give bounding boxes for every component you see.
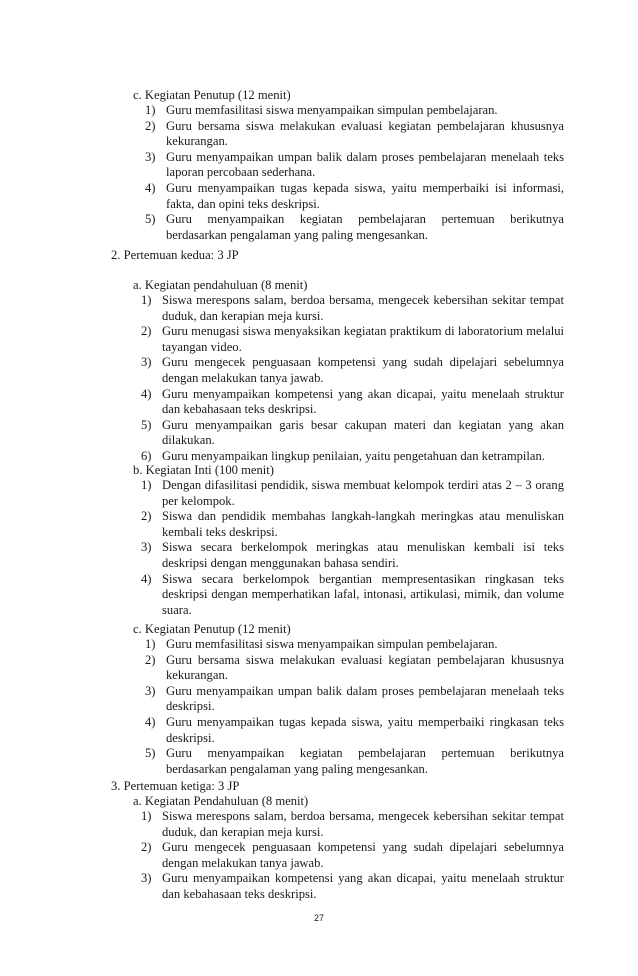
item-text: Guru menyampaikan umpan balik dalam proses pembelajaran menelaah teks laporan percobaan sederhana.: [166, 149, 564, 180]
list-item: [145, 683, 564, 715]
item-number: 1): [141, 293, 152, 307]
page-number: 27: [313, 913, 324, 923]
item-number: 4): [141, 571, 152, 586]
item-text: Guru memfasilitasi siswa menyampaikan simpulan pembelajaran.: [166, 103, 498, 117]
item-text: Guru menyampaikan umpan balik dalam proses pembelajaran menelaah teks deskripsi.: [166, 683, 564, 714]
item-text: Guru menyampaikan tugas kepada siswa, yaitu memperbaiki ringkasan teks deskripsi.: [166, 714, 564, 745]
item-number: 5): [141, 417, 152, 432]
list: [141, 293, 564, 465]
section-heading: 3. Pertemuan ketiga: 3 JP: [111, 779, 240, 793]
list: [141, 478, 564, 618]
list-item: [145, 149, 564, 181]
subsection-heading: a. Kegiatan Pendahuluan (8 menit): [133, 794, 309, 808]
list-item: [141, 840, 564, 871]
item-number: 4): [145, 714, 156, 729]
list-item: [145, 118, 564, 150]
item-number: 2): [145, 118, 156, 133]
item-number: 1): [141, 809, 152, 823]
list: [145, 637, 564, 777]
item-text: Guru memfasilitasi siswa menyampaikan simpulan pembelajaran.: [166, 637, 498, 651]
item-text: Guru menyampaikan kegiatan pembelajaran pertemuan berikutnya berdasarkan pengalaman yang paling mengesankan.: [166, 212, 564, 242]
item-number: 2): [145, 652, 156, 667]
list-item: [145, 652, 564, 684]
item-text: Guru menyampaikan garis besar cakupan materi dan kegiatan yang akan dilakukan.: [162, 417, 564, 448]
item-text: Guru menyampaikan kegiatan pembelajaran pertemuan berikutnya berdasarkan pengalaman yang paling mengesankan.: [166, 746, 564, 776]
item-number: 5): [145, 212, 156, 227]
item-text: Guru menyampaikan tugas kepada siswa, yaitu memperbaiki isi informasi, fakta, dan opini teks deskripsi.: [166, 180, 564, 211]
item-number: 1): [141, 478, 152, 492]
item-text: Siswa secara berkelompok meringkas atau menuliskan kembali isi teks deskripsi dengan menggunakan bahasa sendiri.: [162, 540, 564, 570]
item-text: Siswa merespons salam, berdoa bersama, mengecek kebersihan sekitar tempat duduk, dan kerapian meja kursi.: [162, 293, 564, 323]
item-number: 3): [141, 540, 152, 555]
item-number: 3): [141, 355, 152, 370]
list-item: [141, 871, 564, 902]
item-number: 2): [141, 324, 152, 339]
item-text: Guru bersama siswa melakukan evaluasi kegiatan pembelajaran khususnya kekurangan.: [166, 652, 564, 683]
list-item: [145, 637, 564, 653]
list-item: [141, 324, 564, 355]
list: [141, 809, 564, 903]
list-item: [141, 509, 564, 540]
list-item: [145, 714, 564, 746]
subsection-heading: a. Kegiatan pendahuluan (8 menit): [133, 278, 308, 292]
item-text: Guru menyampaikan kompetensi yang akan dicapai, yaitu menelaah struktur dan kebahasaan teks deskripsi.: [162, 871, 564, 901]
item-text: Guru menugasi siswa menyaksikan kegiatan praktikum di laboratorium melalui tayangan video.: [162, 324, 564, 354]
list-item: [141, 293, 564, 324]
section-heading: 2. Pertemuan kedua: 3 JP: [111, 248, 239, 262]
item-text: Guru menyampaikan kompetensi yang akan dicapai, yaitu menelaah struktur dan kebahasaan teks deskripsi.: [162, 386, 564, 417]
item-number: 6): [141, 448, 152, 463]
item-number: 2): [141, 840, 152, 855]
item-text: Siswa dan pendidik membahas langkah-langkah meringkas atau menuliskan kembali teks deskripsi.: [162, 509, 564, 539]
item-text: Guru menyampaikan lingkup penilaian, yaitu pengetahuan dan ketrampilan.: [162, 448, 545, 463]
item-text: Guru bersama siswa melakukan evaluasi kegiatan pembelajaran khususnya kekurangan.: [166, 118, 564, 149]
list-item: [141, 571, 564, 619]
item-text: Guru mengecek penguasaan kompetensi yang sudah dipelajari sebelumnya dengan melakukan tanya jawab.: [162, 840, 564, 870]
item-number: 3): [141, 871, 152, 886]
item-number: 1): [145, 637, 156, 651]
subsection-heading: c. Kegiatan Penutup (12 menit): [133, 622, 291, 636]
list-item: [145, 212, 564, 243]
list-item: [141, 809, 564, 840]
item-number: 4): [141, 386, 152, 401]
list-item: [145, 103, 564, 119]
list-item: [141, 540, 564, 571]
list-item: [141, 417, 564, 449]
subsection-heading: c. Kegiatan Penutup (12 menit): [133, 88, 291, 102]
item-number: 2): [141, 509, 152, 524]
list: [145, 103, 564, 243]
list-item: [145, 180, 564, 212]
list-item: [141, 355, 564, 386]
item-text: Siswa secara berkelompok bergantian mempresentasikan ringkasan teks deskripsi dengan memperhatikan lafal, intonasi, artikulasi, mimik, dan volume suara.: [162, 571, 564, 617]
list-item: [145, 746, 564, 777]
list-item: [141, 386, 564, 418]
item-number: 1): [145, 103, 156, 117]
list-item: [141, 478, 564, 509]
item-number: 3): [145, 149, 156, 164]
item-text: Siswa merespons salam, berdoa bersama, mengecek kebersihan sekitar tempat duduk, dan kerapian meja kursi.: [162, 809, 564, 839]
item-number: 3): [145, 683, 156, 698]
item-text: Guru mengecek penguasaan kompetensi yang sudah dipelajari sebelumnya dengan melakukan tanya jawab.: [162, 355, 564, 385]
item-text: Dengan difasilitasi pendidik, siswa membuat kelompok terdiri atas 2 – 3 orang per kelompok.: [162, 478, 564, 508]
item-number: 4): [145, 180, 156, 195]
item-number: 5): [145, 746, 156, 761]
subsection-heading: b. Kegiatan Inti (100 menit): [133, 463, 274, 477]
